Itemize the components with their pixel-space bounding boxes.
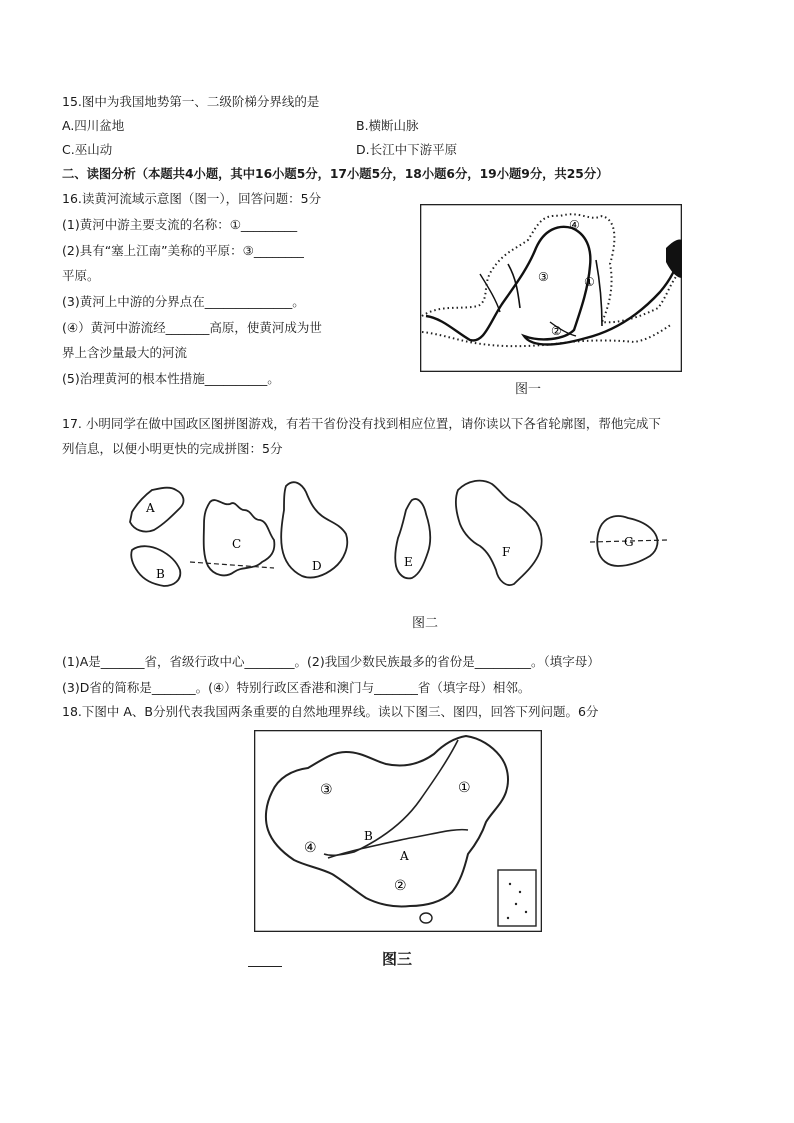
figure1-label-3: ③ [538, 270, 549, 284]
figure3-caption: 图三 [382, 950, 413, 968]
q16-sub-5: (5)治理黄河的根本性措施__________。 [62, 371, 280, 386]
figure3-label-1: ① [458, 780, 471, 796]
figure1-label-2: ② [551, 324, 562, 338]
province-label-e: E [404, 555, 413, 569]
q15-option-b: B.横断山脉 [356, 118, 419, 133]
figure3-china-map [254, 730, 542, 932]
province-label-a: A [146, 501, 155, 515]
province-label-b: B [156, 567, 165, 581]
q16-sub-2: (2)具有“塞上江南”美称的平原：③________ [62, 243, 304, 258]
q17-stem-line2: 列信息，以便小明更快的完成拼图：5分 [62, 441, 283, 456]
q15-stem: 15.图中为我国地势第一、二级阶梯分界线的是 [62, 94, 320, 109]
q16-stem: 16.读黄河流域示意图（图一），回答问题：5分 [62, 191, 322, 206]
figure3-underline [248, 966, 282, 967]
figure3-label-b: B [364, 829, 373, 843]
figure3-label-a: A [400, 849, 409, 863]
figure3-label-3: ③ [320, 782, 333, 798]
province-label-g: G [624, 535, 634, 549]
q16-sub-1: (1)黄河中游主要支流的名称：①_________ [62, 217, 298, 232]
province-outline-a [130, 488, 183, 532]
province-label-d: D [312, 559, 322, 573]
q15-option-d: D.长江中下游平原 [356, 142, 458, 157]
figure1-caption: 图一 [515, 382, 542, 397]
q16-sub-2-cont: 平原。 [62, 268, 100, 283]
figure3-label-2: ② [394, 878, 407, 894]
q18-stem: 18.下图中 A、B分别代表我国两条重要的自然地理界线。读以下图三、图四，回答下列问题。6分 [62, 704, 599, 719]
province-label-f: F [502, 545, 511, 559]
q16-sub-3: (3)黄河上中游的分界点在______________。 [62, 294, 305, 309]
figure1-label-4: ④ [569, 218, 580, 232]
figure3-label-4: ④ [304, 840, 317, 856]
province-outline-f [456, 481, 542, 585]
q16-sub-4: (④）黄河中游流经_______高原，使黄河成为世 [62, 320, 322, 335]
figure1-label-1: ① [584, 275, 595, 289]
section2-heading: 二、读图分析（本题共4小题，其中16小题5分，17小题5分，18小题6分，19小题9分，共25分） [62, 167, 609, 181]
q16-sub-4-cont: 界上含沙量最大的河流 [62, 345, 188, 360]
q17-sub-1: (1)A是_______省，省级行政中心________。(2)我国少数民族最多的省份是_________。（填字母） [62, 654, 600, 669]
figure2-caption: 图二 [412, 616, 439, 631]
q15-option-c: C.巫山动 [62, 142, 113, 157]
q15-option-a: A.四川盆地 [62, 118, 125, 133]
figure2-province-outlines [118, 466, 686, 596]
province-label-c: C [232, 537, 242, 551]
q17-stem-line1: 17. 小明同学在做中国政区图拼图游戏，有若干省份没有找到相应位置，请你读以下各省轮廓图，帮他完成下 [62, 416, 661, 431]
figure1-yellow-river-map [420, 204, 682, 372]
q17-sub-2: (3)D省的简称是_______。(④）特别行政区香港和澳门与_______省（填字母）相邻。 [62, 680, 531, 695]
